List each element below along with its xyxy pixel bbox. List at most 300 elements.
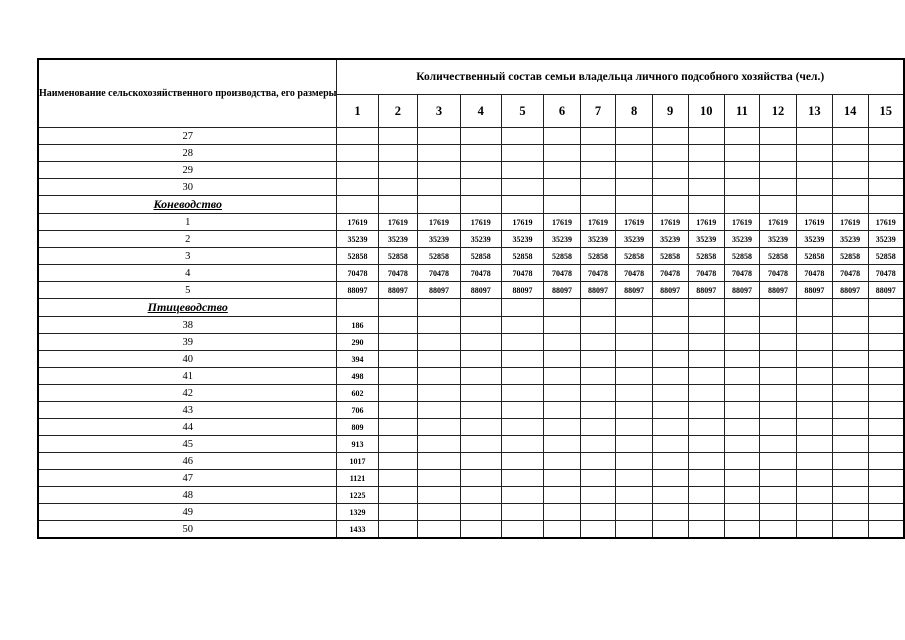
table-cell: [378, 196, 418, 214]
table-cell: [501, 317, 543, 334]
table-cell: 52858: [616, 248, 652, 265]
table-cell: 1329: [337, 504, 378, 521]
table-cell: [688, 334, 724, 351]
table-cell: [501, 299, 543, 317]
table-cell: [418, 334, 460, 351]
table-cell: [580, 402, 616, 419]
table-cell: [460, 128, 501, 145]
table-cell: [868, 470, 904, 487]
table-cell: [868, 128, 904, 145]
table-row: [38, 231, 904, 248]
table-cell: [759, 299, 796, 317]
table-cell: [832, 351, 868, 368]
table-cell: [501, 145, 543, 162]
table-cell: [544, 470, 580, 487]
table-cell: [724, 419, 759, 436]
table-cell: [378, 179, 418, 196]
table-cell: [868, 351, 904, 368]
table-cell: 17619: [797, 214, 833, 231]
table-cell: [378, 402, 418, 419]
table-cell: [759, 419, 796, 436]
table-cell: [759, 334, 796, 351]
table-cell: 52858: [724, 248, 759, 265]
table-cell: [832, 162, 868, 179]
table-cell: [724, 128, 759, 145]
table-row: [38, 504, 904, 521]
table-cell: [724, 385, 759, 402]
table-cell: [418, 351, 460, 368]
table-cell: [378, 351, 418, 368]
table-cell: 498: [337, 368, 378, 385]
table-cell: [797, 402, 833, 419]
table-cell: 88097: [652, 282, 688, 299]
table-cell: [580, 453, 616, 470]
table-cell: [832, 334, 868, 351]
table-cell: [724, 162, 759, 179]
table-cell: [759, 317, 796, 334]
table-cell: 70478: [724, 265, 759, 282]
table-cell: [724, 521, 759, 539]
table-cell: [832, 317, 868, 334]
row-label: 1: [38, 214, 337, 231]
table-cell: 35239: [501, 231, 543, 248]
row-label: 4: [38, 265, 337, 282]
table-cell: [868, 145, 904, 162]
table-cell: 52858: [501, 248, 543, 265]
table-cell: [580, 504, 616, 521]
table-row: [38, 470, 904, 487]
table-cell: [544, 128, 580, 145]
table-cell: 88097: [418, 282, 460, 299]
table-cell: 706: [337, 402, 378, 419]
table-cell: [724, 487, 759, 504]
table-cell: [418, 453, 460, 470]
table-cell: [460, 385, 501, 402]
table-cell: [688, 470, 724, 487]
table-cell: 88097: [797, 282, 833, 299]
table-cell: [688, 145, 724, 162]
table-cell: 17619: [616, 214, 652, 231]
row-label: 38: [38, 317, 337, 334]
table-body: [38, 128, 904, 539]
table-cell: [460, 162, 501, 179]
table-cell: [460, 419, 501, 436]
column-header: 6: [544, 95, 580, 128]
table-cell: [759, 351, 796, 368]
table-cell: [759, 162, 796, 179]
table-cell: [378, 436, 418, 453]
table-cell: 17619: [652, 214, 688, 231]
table-cell: 52858: [378, 248, 418, 265]
table-cell: [580, 385, 616, 402]
table-cell: 52858: [797, 248, 833, 265]
table-cell: 35239: [378, 231, 418, 248]
table-cell: [337, 145, 378, 162]
table-cell: 35239: [337, 231, 378, 248]
table-cell: [688, 351, 724, 368]
table-cell: [832, 487, 868, 504]
table-cell: [544, 419, 580, 436]
table-cell: [616, 436, 652, 453]
table-cell: 70478: [688, 265, 724, 282]
table-cell: [460, 470, 501, 487]
table-cell: [418, 504, 460, 521]
table-cell: [868, 521, 904, 539]
table-cell: [337, 299, 378, 317]
table-cell: 52858: [460, 248, 501, 265]
row-label: 44: [38, 419, 337, 436]
table-cell: 88097: [337, 282, 378, 299]
table-cell: 88097: [460, 282, 501, 299]
column-header: 1: [337, 95, 378, 128]
table-cell: [652, 453, 688, 470]
table-cell: [501, 162, 543, 179]
table-row: [38, 487, 904, 504]
table-cell: [759, 504, 796, 521]
table-cell: 35239: [688, 231, 724, 248]
table-cell: [460, 145, 501, 162]
table-cell: [580, 179, 616, 196]
table-cell: [832, 521, 868, 539]
table-cell: [418, 470, 460, 487]
table-cell: 35239: [652, 231, 688, 248]
table-cell: 70478: [759, 265, 796, 282]
table-cell: [759, 436, 796, 453]
table-cell: [460, 453, 501, 470]
table-cell: [580, 351, 616, 368]
table-cell: [460, 402, 501, 419]
table-cell: [378, 521, 418, 539]
table-row: [38, 265, 904, 282]
table-cell: [544, 162, 580, 179]
table-cell: [418, 317, 460, 334]
table-row: [38, 351, 904, 368]
table-cell: [832, 128, 868, 145]
table-cell: 35239: [797, 231, 833, 248]
table-cell: 17619: [337, 214, 378, 231]
table-cell: 70478: [418, 265, 460, 282]
table-cell: [544, 504, 580, 521]
table-cell: [868, 385, 904, 402]
table-cell: 88097: [832, 282, 868, 299]
table-cell: [688, 128, 724, 145]
table-cell: 17619: [580, 214, 616, 231]
table-cell: 70478: [832, 265, 868, 282]
table-cell: [688, 419, 724, 436]
table-cell: 70478: [544, 265, 580, 282]
table-cell: 17619: [460, 214, 501, 231]
table-cell: [759, 453, 796, 470]
table-cell: 70478: [378, 265, 418, 282]
column-header: 10: [688, 95, 724, 128]
table-row: [38, 385, 904, 402]
column-header: 11: [724, 95, 759, 128]
table-cell: [652, 487, 688, 504]
table-cell: [688, 521, 724, 539]
table-cell: [724, 196, 759, 214]
table-cell: [832, 402, 868, 419]
table-cell: [868, 453, 904, 470]
table-cell: [616, 179, 652, 196]
table-cell: [418, 487, 460, 504]
table-cell: [652, 521, 688, 539]
table-cell: 290: [337, 334, 378, 351]
table-cell: [868, 317, 904, 334]
table-cell: 88097: [616, 282, 652, 299]
table-row: [38, 368, 904, 385]
table-cell: [724, 351, 759, 368]
table-cell: [378, 385, 418, 402]
table-cell: [759, 368, 796, 385]
table-cell: [797, 368, 833, 385]
table-cell: 35239: [460, 231, 501, 248]
table-cell: [580, 162, 616, 179]
table-cell: 52858: [688, 248, 724, 265]
table-cell: 88097: [580, 282, 616, 299]
table-cell: 17619: [759, 214, 796, 231]
row-label: 50: [38, 521, 337, 539]
table-cell: 88097: [724, 282, 759, 299]
table-cell: 394: [337, 351, 378, 368]
table-cell: [652, 162, 688, 179]
table-cell: [616, 385, 652, 402]
table-cell: [580, 145, 616, 162]
row-label: 3: [38, 248, 337, 265]
column-header: 2: [378, 95, 418, 128]
section-title: Коневодство: [38, 196, 337, 214]
table-cell: [797, 436, 833, 453]
table-cell: [759, 470, 796, 487]
table-cell: [688, 436, 724, 453]
row-label: 29: [38, 162, 337, 179]
table-cell: [501, 487, 543, 504]
table-cell: 88097: [544, 282, 580, 299]
table-cell: [337, 179, 378, 196]
table-cell: [797, 145, 833, 162]
row-label: 5: [38, 282, 337, 299]
table-cell: [797, 317, 833, 334]
table-cell: [544, 453, 580, 470]
table-row: [38, 282, 904, 299]
table-row: [38, 402, 904, 419]
table-cell: [652, 128, 688, 145]
row-label: 49: [38, 504, 337, 521]
table-cell: [544, 196, 580, 214]
table-cell: 35239: [759, 231, 796, 248]
table-cell: [378, 419, 418, 436]
table-cell: [832, 385, 868, 402]
table-cell: 809: [337, 419, 378, 436]
table-cell: [724, 504, 759, 521]
table-cell: [616, 470, 652, 487]
table-cell: [460, 487, 501, 504]
table-cell: [418, 402, 460, 419]
table-cell: [378, 128, 418, 145]
table-cell: [688, 453, 724, 470]
table-cell: [652, 179, 688, 196]
table-cell: [501, 196, 543, 214]
table-cell: 70478: [868, 265, 904, 282]
table-cell: 70478: [616, 265, 652, 282]
table-cell: [378, 299, 418, 317]
table-cell: [460, 299, 501, 317]
table-cell: [652, 317, 688, 334]
table-cell: [868, 402, 904, 419]
table-cell: [797, 196, 833, 214]
table-cell: [544, 385, 580, 402]
table-cell: [501, 419, 543, 436]
table-cell: 52858: [544, 248, 580, 265]
table-cell: [501, 334, 543, 351]
table-cell: [460, 521, 501, 539]
table-cell: [501, 179, 543, 196]
table-cell: 70478: [460, 265, 501, 282]
table-cell: [868, 334, 904, 351]
table-cell: 88097: [688, 282, 724, 299]
table-row: [38, 436, 904, 453]
table-cell: [616, 504, 652, 521]
table-cell: [544, 368, 580, 385]
table-cell: [544, 521, 580, 539]
table-cell: [652, 504, 688, 521]
table-cell: [759, 402, 796, 419]
column-header: 13: [797, 95, 833, 128]
name-column-header: Наименование сельскохозяйственного производства, его размеры: [38, 59, 337, 128]
table-cell: [616, 419, 652, 436]
table-cell: [580, 334, 616, 351]
table-cell: 52858: [652, 248, 688, 265]
table-cell: [724, 299, 759, 317]
table-cell: 35239: [418, 231, 460, 248]
column-header: 5: [501, 95, 543, 128]
table-cell: [832, 436, 868, 453]
row-label: 47: [38, 470, 337, 487]
row-label: 46: [38, 453, 337, 470]
table-cell: [544, 351, 580, 368]
table-cell: [688, 385, 724, 402]
table-cell: [501, 504, 543, 521]
table-cell: [337, 128, 378, 145]
column-header: 8: [616, 95, 652, 128]
table-cell: [832, 299, 868, 317]
table-cell: 70478: [337, 265, 378, 282]
table-cell: 52858: [418, 248, 460, 265]
row-label: 28: [38, 145, 337, 162]
table-cell: [832, 470, 868, 487]
table-cell: 88097: [868, 282, 904, 299]
table-cell: [501, 470, 543, 487]
table-row: [38, 419, 904, 436]
table-row: [38, 521, 904, 539]
table-row: [38, 334, 904, 351]
table-cell: [868, 368, 904, 385]
table-cell: [418, 162, 460, 179]
table-cell: [868, 504, 904, 521]
table-cell: 52858: [832, 248, 868, 265]
table-cell: [616, 334, 652, 351]
table-cell: [616, 453, 652, 470]
table-cell: [580, 487, 616, 504]
row-label: 30: [38, 179, 337, 196]
table-cell: [652, 334, 688, 351]
column-header: 7: [580, 95, 616, 128]
section-row: [38, 196, 904, 214]
table-cell: [724, 402, 759, 419]
table-row: [38, 162, 904, 179]
table-cell: [616, 351, 652, 368]
table-cell: 70478: [580, 265, 616, 282]
table-cell: [378, 470, 418, 487]
table-cell: [544, 299, 580, 317]
table-cell: [378, 368, 418, 385]
table-cell: 70478: [652, 265, 688, 282]
table-cell: 1121: [337, 470, 378, 487]
table-cell: 52858: [337, 248, 378, 265]
row-label: 27: [38, 128, 337, 145]
row-label: 41: [38, 368, 337, 385]
table-cell: [580, 299, 616, 317]
table-cell: [616, 487, 652, 504]
table-cell: 17619: [544, 214, 580, 231]
table-cell: [418, 299, 460, 317]
table-row: [38, 145, 904, 162]
row-label: 42: [38, 385, 337, 402]
table-cell: [832, 179, 868, 196]
table-cell: [688, 368, 724, 385]
table-cell: [759, 521, 796, 539]
table-row: [38, 179, 904, 196]
table-cell: [652, 145, 688, 162]
table-cell: [797, 162, 833, 179]
table-cell: [378, 145, 418, 162]
column-header: 9: [652, 95, 688, 128]
table-cell: 186: [337, 317, 378, 334]
table-cell: [724, 436, 759, 453]
table-cell: [797, 299, 833, 317]
table-cell: 88097: [378, 282, 418, 299]
table-cell: [868, 419, 904, 436]
table-cell: [378, 334, 418, 351]
table-cell: [501, 436, 543, 453]
row-label: 45: [38, 436, 337, 453]
table-cell: [688, 317, 724, 334]
table-cell: [460, 436, 501, 453]
table-row: [38, 214, 904, 231]
table-cell: [378, 504, 418, 521]
table-cell: [797, 385, 833, 402]
table-cell: [652, 385, 688, 402]
table-cell: [797, 470, 833, 487]
table-cell: [797, 351, 833, 368]
table-cell: 35239: [832, 231, 868, 248]
table-cell: 88097: [501, 282, 543, 299]
table-cell: 17619: [688, 214, 724, 231]
column-header: 3: [418, 95, 460, 128]
table-cell: [460, 317, 501, 334]
table-cell: [616, 402, 652, 419]
table-cell: [832, 419, 868, 436]
family-size-header: Количественный состав семьи владельца личного подсобного хозяйства (чел.): [337, 59, 904, 95]
table-cell: [797, 419, 833, 436]
table-cell: 17619: [378, 214, 418, 231]
table-cell: [418, 179, 460, 196]
table-cell: [580, 368, 616, 385]
table-cell: 52858: [759, 248, 796, 265]
table-row: [38, 128, 904, 145]
table-cell: [797, 179, 833, 196]
table-cell: [868, 179, 904, 196]
table-cell: 70478: [797, 265, 833, 282]
